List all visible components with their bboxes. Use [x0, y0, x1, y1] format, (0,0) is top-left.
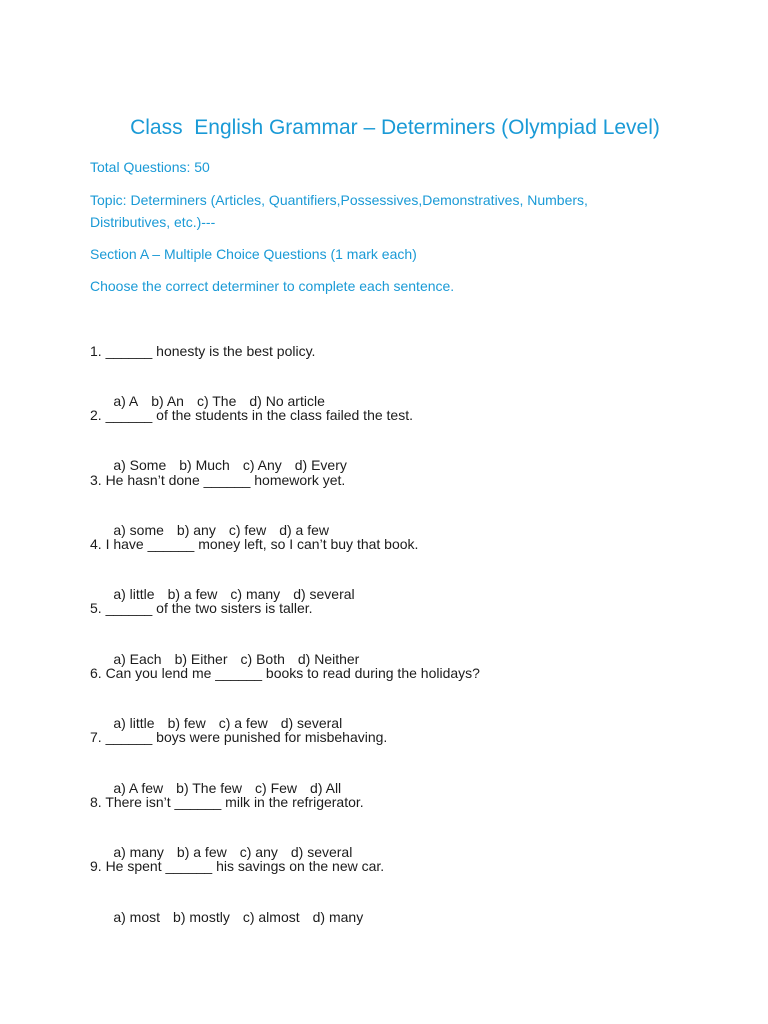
option: b) any — [176, 522, 216, 538]
option: d) No article — [249, 393, 325, 409]
answer-options — [90, 890, 690, 944]
section-heading: Section A – Multiple Choice Questions (1 mark each) — [90, 246, 417, 262]
option: b) Either — [174, 651, 228, 667]
option: b) Much — [179, 457, 230, 473]
question-text: 4. I have ______ money left, so I can’t buy that book. — [90, 536, 419, 552]
option: d) several — [280, 715, 343, 731]
question-text: 2. ______ of the students in the class failed the test. — [90, 407, 413, 423]
topic-line: Topic: Determiners (Articles, Quantifiers,Possessives,Demonstratives, Numbers, Distributives, etc.)--- — [90, 192, 588, 230]
option: b) mostly — [173, 909, 230, 925]
question-text: 5. ______ of the two sisters is taller. — [90, 600, 313, 616]
option: c) The — [196, 393, 237, 409]
question-text: 9. He spent ______ his savings on the new car. — [90, 858, 385, 874]
option: c) almost — [242, 909, 300, 925]
total-questions: Total Questions: 50 — [90, 159, 210, 175]
option: d) several — [293, 586, 355, 602]
option: c) any — [239, 844, 278, 860]
question-text: 8. There isn’t ______ milk in the refrigerator. — [90, 794, 364, 810]
option: a) little — [113, 715, 155, 731]
option: a) little — [113, 586, 155, 602]
option: b) An — [151, 393, 184, 409]
page-title: Class English Grammar – Determiners (Olympiad Level) — [130, 116, 660, 139]
option: b) The few — [176, 780, 243, 796]
option: d) All — [310, 780, 342, 796]
question-text: 1. ______ honesty is the best policy. — [90, 343, 316, 359]
option: a) Some — [113, 457, 167, 473]
option: b) a few — [167, 586, 218, 602]
option: c) Both — [240, 651, 285, 667]
option: c) few — [228, 522, 267, 538]
option: b) few — [167, 715, 206, 731]
option: a) most — [113, 909, 161, 925]
option: a) Each — [113, 651, 162, 667]
option: c) Few — [255, 780, 298, 796]
option: d) a few — [279, 522, 329, 538]
option: a) some — [113, 522, 164, 538]
option: c) many — [230, 586, 281, 602]
question-text: 7. ______ boys were punished for misbehaving. — [90, 729, 388, 745]
instruction-line: Choose the correct determiner to complete each sentence. — [90, 278, 455, 294]
option: a) A — [113, 393, 139, 409]
option: a) many — [113, 844, 164, 860]
option: d) Every — [294, 457, 347, 473]
option: d) several — [290, 844, 353, 860]
option: d) many — [312, 909, 364, 925]
option: a) A few — [113, 780, 164, 796]
option: d) Neither — [297, 651, 360, 667]
option: c) a few — [218, 715, 268, 731]
question-text: 3. He hasn’t done ______ homework yet. — [90, 472, 346, 488]
option: b) a few — [176, 844, 227, 860]
question-text: 6. Can you lend me ______ books to read during the holidays? — [90, 665, 480, 681]
option: c) Any — [242, 457, 282, 473]
